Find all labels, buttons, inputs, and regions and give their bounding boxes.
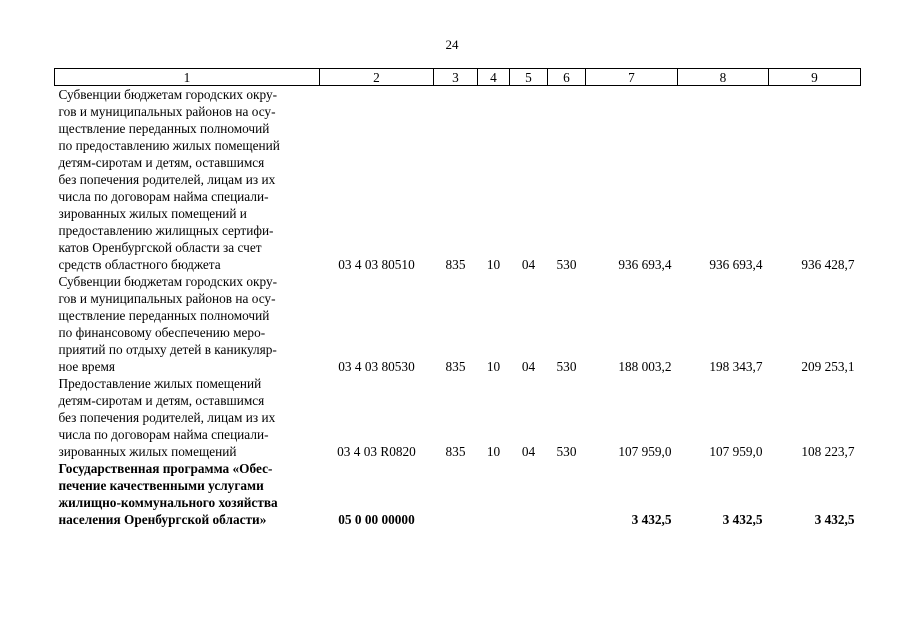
header-cell: 9 [769,69,861,86]
row-col8: 936 693,4 [709,257,763,272]
row-col3: 835 [445,444,466,459]
row-col6: 530 [556,359,577,374]
table-row [55,86,861,274]
header-cell: 1 [55,69,320,86]
row-col7: 107 959,0 [618,444,672,459]
row-col7: 936 693,4 [618,257,672,272]
row-col7: 188 003,2 [618,359,672,374]
row-col8: 198 343,7 [709,359,763,374]
row-col9: 936 428,7 [801,257,855,272]
header-cell: 3 [434,69,478,86]
row-col3: 835 [445,257,466,272]
row-code: 03 4 03 80510 [338,257,415,272]
row-name: Субвенции бюджетам городских окру- гов и муниципальных районов на осу- ществление переданных полномочий по финансовому обеспечению меро- приятий по отдыху детей в каникуляр- ное время [58,274,278,374]
row-col6 [548,460,586,528]
table-row [55,460,861,528]
row-col5 [510,460,548,528]
row-code: 05 0 00 00000 [338,512,415,527]
row-col5: 04 [521,444,536,459]
row-col8: 107 959,0 [709,444,763,459]
table-row [55,273,861,375]
header-cell: 7 [586,69,678,86]
row-col3 [434,460,478,528]
row-col4: 10 [486,359,501,374]
header-cell: 6 [548,69,586,86]
row-name: Субвенции бюджетам городских окру- гов и муниципальных районов на осу- ществление переданных полномочий по предоставлению жилых помещений детям-сиротам и детям, оставшимся без попечения родителей, лицам из их числа по договорам найма специали- зированных жилых помещений и предоставлению жилищных сертифи- катов Оренбургской области за счет средств областного бюджета [58,87,280,272]
row-col9: 3 432,5 [814,512,855,527]
row-col9: 209 253,1 [801,359,855,374]
budget-table [54,68,861,528]
table-header [55,69,861,86]
header-row [55,69,861,86]
row-col6: 530 [556,444,577,459]
row-col3: 835 [445,359,466,374]
row-col6: 530 [556,257,577,272]
row-col5: 04 [521,359,536,374]
row-code: 03 4 03 R0820 [337,444,416,459]
page-number: 24 [445,37,459,52]
header-cell: 4 [478,69,510,86]
row-name: Государственная программа «Обес- печение качественными услугами жилищно-коммунального хозяйства населения Оренбургской области» [58,461,278,527]
row-code: 03 4 03 80530 [338,359,415,374]
row-col9: 108 223,7 [801,444,855,459]
header-cell: 8 [678,69,769,86]
table-body [55,86,861,529]
row-col8: 3 432,5 [722,512,763,527]
header-cell: 2 [320,69,434,86]
row-name: Предоставление жилых помещений детям-сиротам и детям, оставшимся без попечения родителей, лицам из их числа по договорам найма специали- зированных жилых помещений [58,376,276,459]
row-col7: 3 432,5 [631,512,672,527]
row-col5: 04 [521,257,536,272]
row-col4: 10 [486,444,501,459]
row-col4 [478,460,510,528]
row-col4: 10 [486,257,501,272]
header-cell: 5 [510,69,548,86]
table-row [55,375,861,460]
